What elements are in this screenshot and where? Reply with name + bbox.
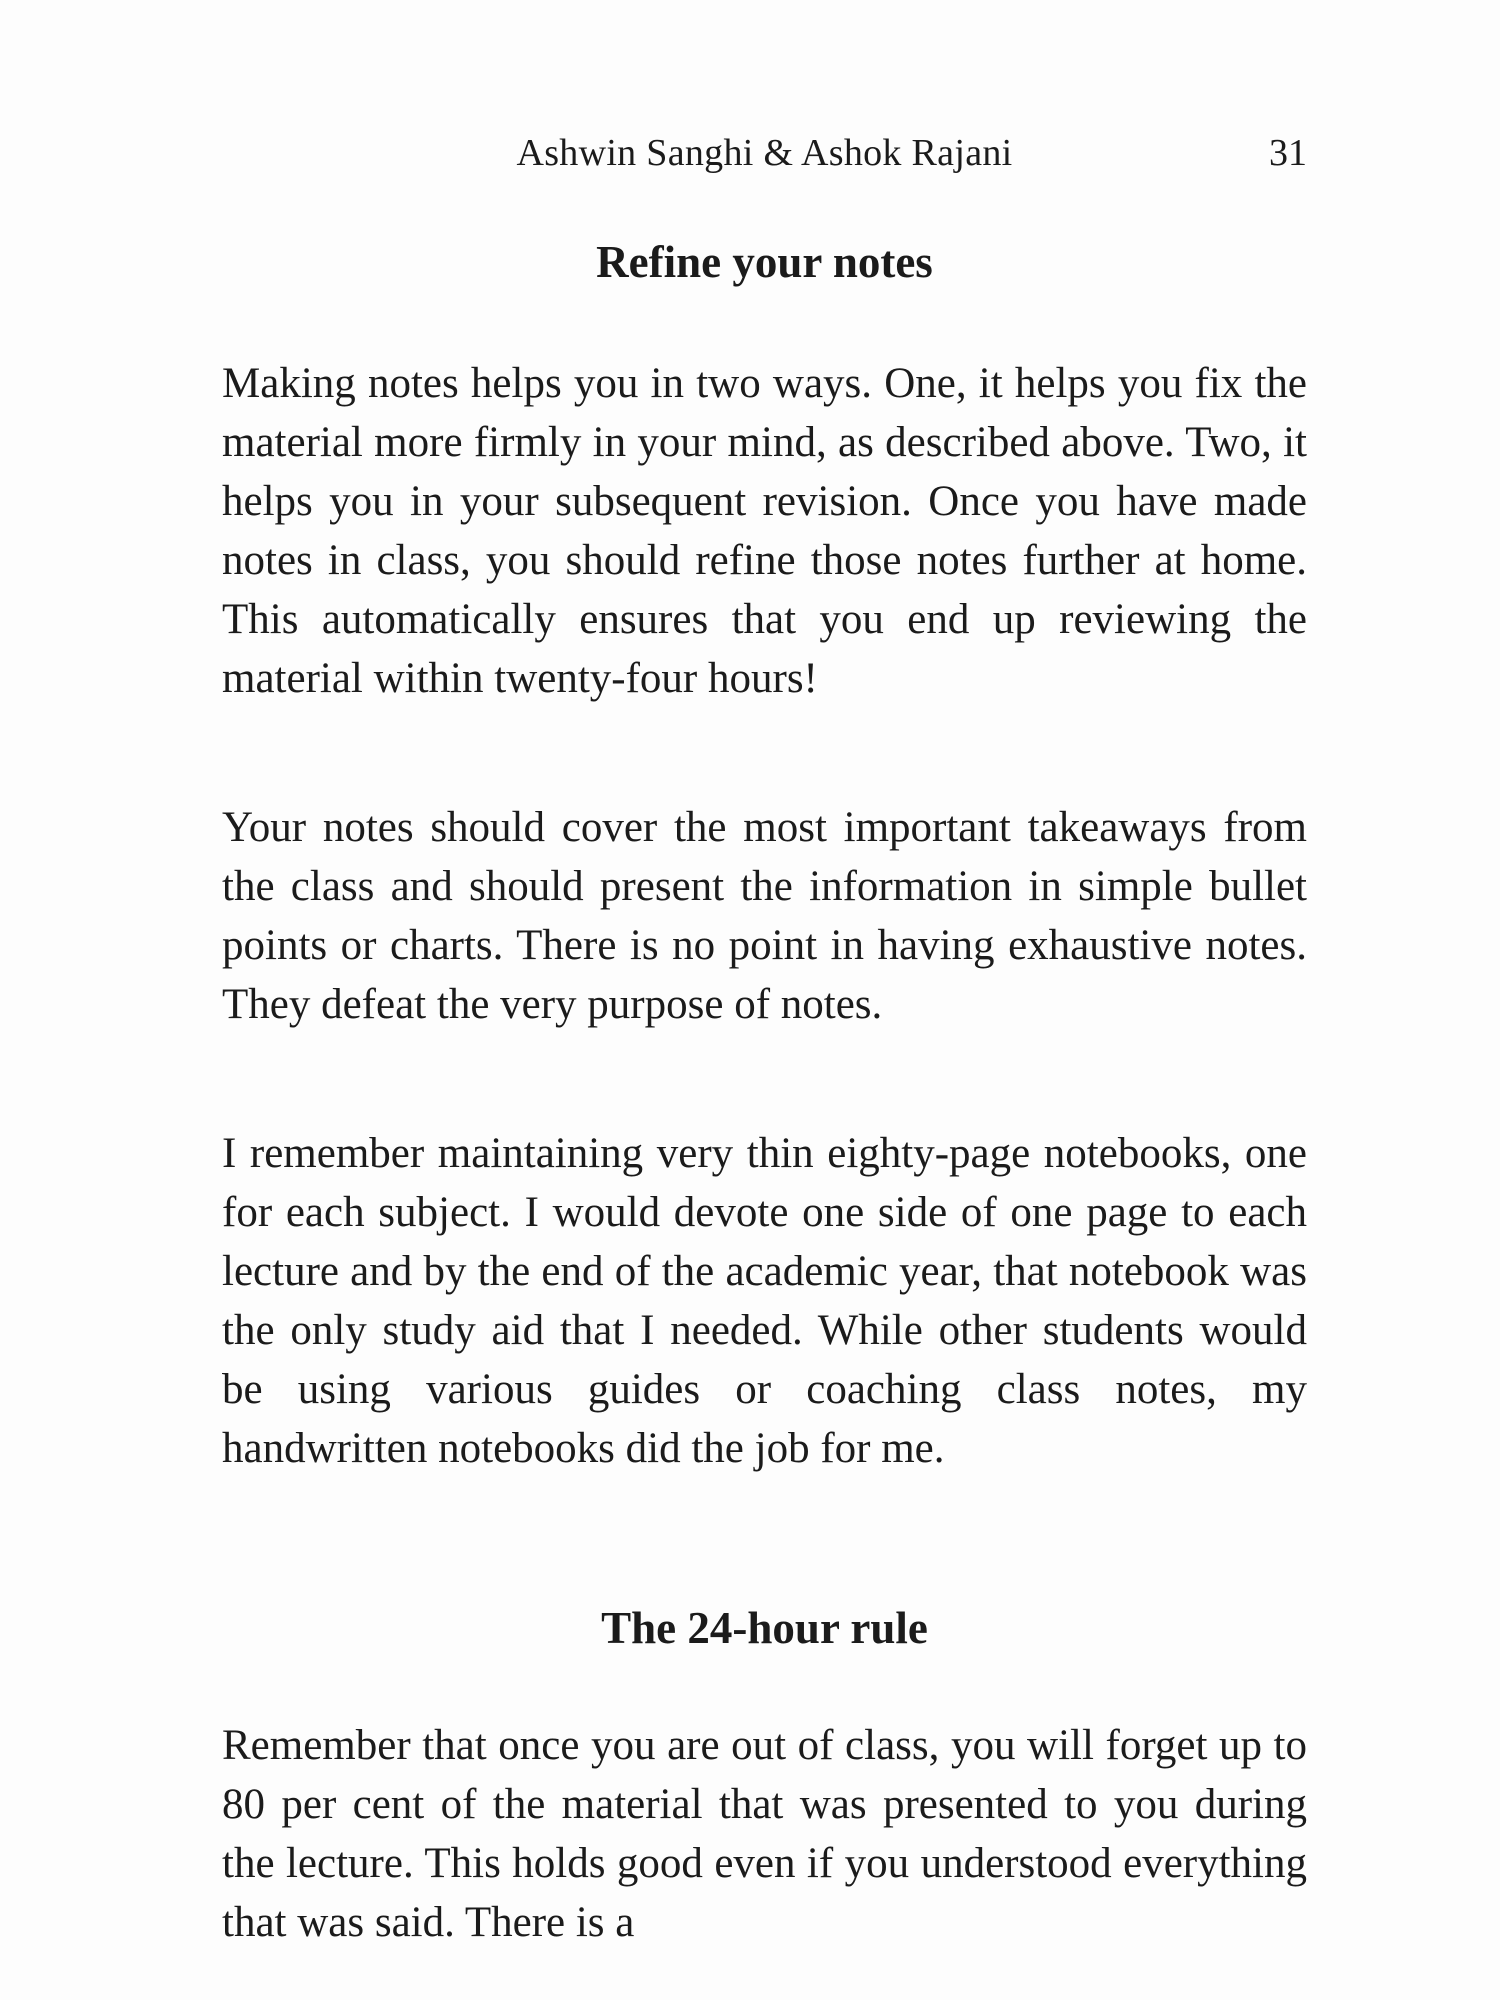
section-heading-24-hour-rule: The 24-hour rule — [601, 1603, 928, 1653]
running-title: Ashwin Sanghi & Ashok Rajani — [516, 132, 1013, 174]
paragraph: Making notes helps you in two ways. One, it helps you fix the material more firmly in your mind, as described above. Two, it helps you in your subsequent revision. Once you have made notes in class, you should refine those notes further at home. This automatically ensures that you end up reviewing the material within twenty-four hours! — [222, 360, 1307, 702]
page-number: 31 — [1269, 132, 1307, 174]
paragraph: I remember maintaining very thin eighty-page notebooks, one for each subject. I would devote one side of one page to each lecture and by the end of the academic year, that notebook was the only study aid that I needed. While other students would be using various guides or coaching class notes, my handwritten notebooks did the job for me. — [222, 1130, 1307, 1472]
running-header — [222, 128, 1307, 178]
paragraph: Remember that once you are out of class, you will forget up to 80 per cent of the material that was presented to you during the lecture. This holds good even if you understood everything that was said. There is a — [222, 1722, 1307, 1946]
section-heading-refine-notes: Refine your notes — [596, 237, 933, 287]
paragraph: Your notes should cover the most important takeaways from the class and should present the information in simple bullet points or charts. There is no point in having exhaustive notes. They defeat the very purpose of notes. — [222, 804, 1307, 1028]
